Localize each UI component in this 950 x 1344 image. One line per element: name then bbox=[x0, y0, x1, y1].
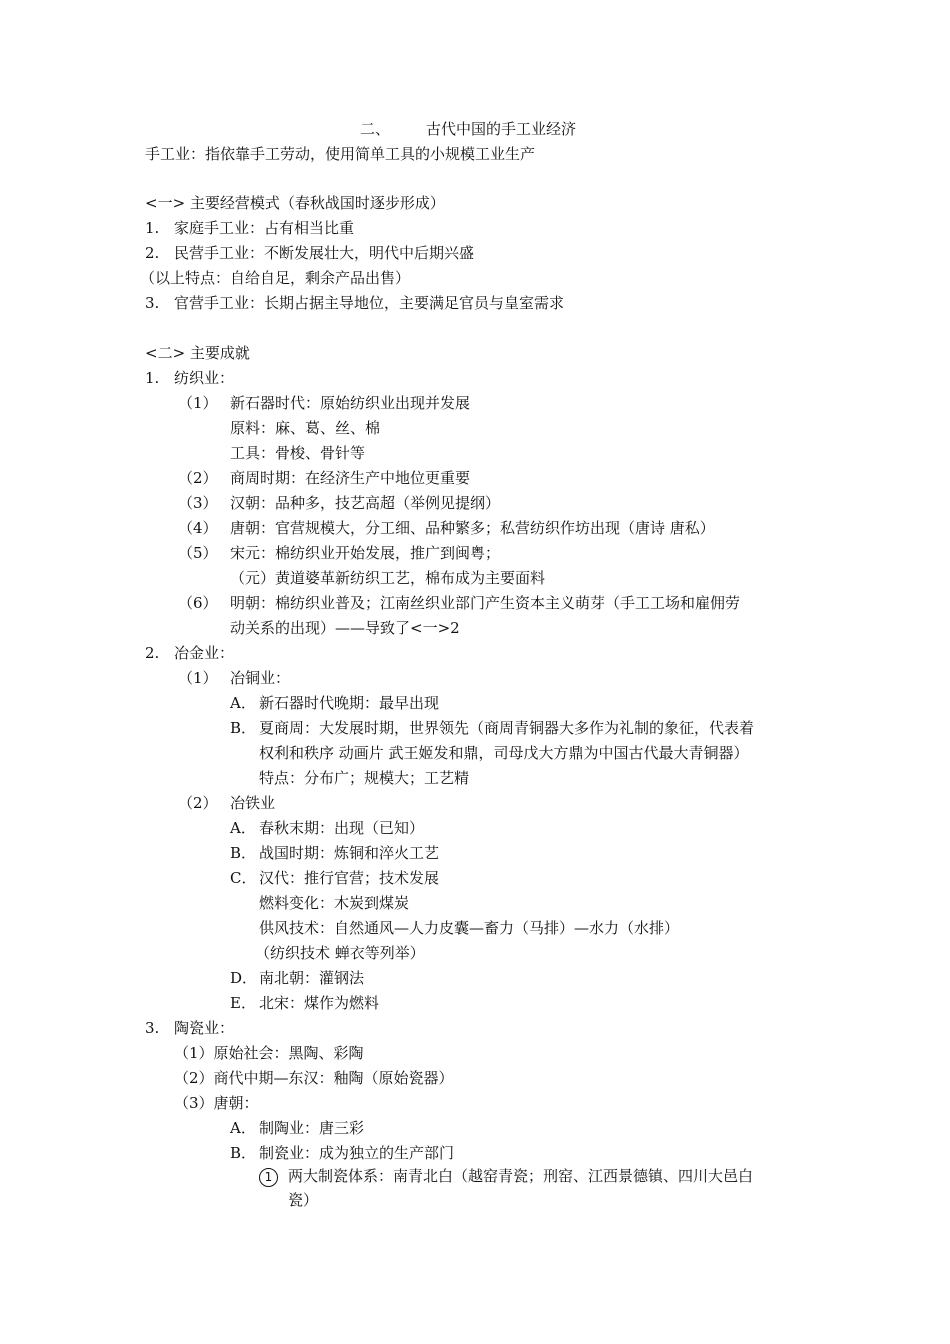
item-text: 供风技术：自然通风—人力皮囊—畜力（马排）—水力（水排） bbox=[259, 919, 680, 937]
circled-number-glyph: 1 bbox=[259, 1168, 278, 1187]
item-number: （5） bbox=[178, 544, 218, 562]
section-heading-2: <二> 主要成就 bbox=[145, 344, 250, 362]
iron-title: 冶铁业 bbox=[230, 794, 276, 812]
item-number: （1） bbox=[178, 669, 218, 687]
item-text: （元）黄道婆革新纺织工艺，棉布成为主要面料 bbox=[230, 569, 546, 587]
item-text: 北宋：煤作为燃料 bbox=[259, 994, 380, 1012]
title-number: 二、 bbox=[360, 120, 391, 138]
item-text: 商周时期：在经济生产中地位更重要 bbox=[230, 469, 471, 487]
item-text: 新石器时代晚期：最早出现 bbox=[259, 694, 440, 712]
item-text: 汉朝：品种多，技艺高超（举例见提纲） bbox=[230, 494, 501, 512]
list-item: 官营手工业：长期占据主导地位，主要满足官员与皇室需求 bbox=[174, 294, 565, 312]
item-text: 南北朝：灌钢法 bbox=[259, 969, 365, 987]
subsection-title-metal: 冶金业： bbox=[174, 644, 235, 662]
list-number: 1. bbox=[145, 369, 160, 387]
letter-number: A． bbox=[230, 819, 256, 837]
item-number: （6） bbox=[178, 594, 218, 612]
letter-number: D． bbox=[230, 969, 258, 987]
item-number: （1） bbox=[178, 394, 218, 412]
list-item: 家庭手工业：占有相当比重 bbox=[174, 219, 355, 237]
item-number: （2） bbox=[178, 469, 218, 487]
item-text: 制瓷业：成为独立的生产部门 bbox=[259, 1144, 455, 1162]
list-number: 3. bbox=[145, 1019, 160, 1037]
item-text: （3）唐朝： bbox=[174, 1094, 259, 1112]
item-text: 特点：分布广；规模大；工艺精 bbox=[259, 769, 470, 787]
list-number: 2. bbox=[145, 244, 160, 262]
letter-number: C． bbox=[230, 869, 257, 887]
copper-title: 冶铜业： bbox=[230, 669, 291, 687]
list-number: 1. bbox=[145, 219, 160, 237]
list-number: 3. bbox=[145, 294, 160, 312]
letter-number: B． bbox=[230, 844, 257, 862]
letter-number: B． bbox=[230, 719, 257, 737]
page-title: 古代中国的手工业经济 bbox=[426, 120, 577, 138]
subsection-title-ceramics: 陶瓷业： bbox=[174, 1019, 235, 1037]
item-number: （3） bbox=[178, 494, 218, 512]
item-text: （纺织技术 蝉衣等列举） bbox=[255, 944, 425, 962]
letter-number: B． bbox=[230, 1144, 257, 1162]
item-text: 春秋末期：出现（已知） bbox=[259, 819, 425, 837]
subsection-title-textile: 纺织业： bbox=[174, 369, 235, 387]
list-number: 2. bbox=[145, 644, 160, 662]
item-text: 瓷） bbox=[288, 1191, 319, 1209]
item-text: 明朝：棉纺织业普及；江南丝织业部门产生资本主义萌芽（手工工场和雇佣劳 bbox=[230, 594, 741, 612]
item-text: 新石器时代：原始纺织业出现并发展 bbox=[230, 394, 471, 412]
list-item: 民营手工业：不断发展壮大，明代中后期兴盛 bbox=[174, 244, 475, 262]
circled-number bbox=[259, 1165, 278, 1187]
item-number: （2） bbox=[178, 794, 218, 812]
item-text: 两大制瓷体系：南青北白（越窑青瓷；刑窑、江西景德镇、四川大邑白 bbox=[288, 1167, 754, 1185]
item-text: 宋元：棉纺织业开始发展，推广到闽粤； bbox=[230, 544, 501, 562]
item-text: 动关系的出现）——导致了<一>2 bbox=[230, 619, 460, 637]
list-note: （以上特点：自给自足，剩余产品出售） bbox=[140, 269, 411, 287]
item-text: 权利和秩序 动画片 武王姬发和鼎，司母戊大方鼎为中国古代最大青铜器） bbox=[259, 744, 749, 762]
item-text: 汉代：推行官营；技术发展 bbox=[259, 869, 440, 887]
definition-line: 手工业：指依靠手工劳动，使用简单工具的小规模工业生产 bbox=[145, 145, 536, 163]
item-text: 夏商周：大发展时期，世界领先（商周青铜器大多作为礼制的象征，代表着 bbox=[259, 719, 755, 737]
item-text: （2）商代中期—东汉：釉陶（原始瓷器） bbox=[174, 1069, 454, 1087]
letter-number: A． bbox=[230, 1119, 256, 1137]
item-text: 燃料变化：木炭到煤炭 bbox=[259, 894, 410, 912]
item-text: 原料：麻、葛、丝、棉 bbox=[230, 419, 381, 437]
item-text: 战国时期：炼铜和淬火工艺 bbox=[259, 844, 440, 862]
item-text: （1）原始社会：黑陶、彩陶 bbox=[174, 1044, 364, 1062]
letter-number: A． bbox=[230, 694, 256, 712]
item-number: （4） bbox=[178, 519, 218, 537]
letter-number: E． bbox=[230, 994, 256, 1012]
section-heading-1: <一> 主要经营模式（春秋战国时逐步形成） bbox=[145, 194, 445, 212]
item-text: 工具：骨梭、骨针等 bbox=[230, 444, 366, 462]
item-text: 制陶业：唐三彩 bbox=[259, 1119, 365, 1137]
item-text: 唐朝：官营规模大，分工细、品种繁多；私营纺织作坊出现（唐诗 唐私） bbox=[230, 519, 715, 537]
